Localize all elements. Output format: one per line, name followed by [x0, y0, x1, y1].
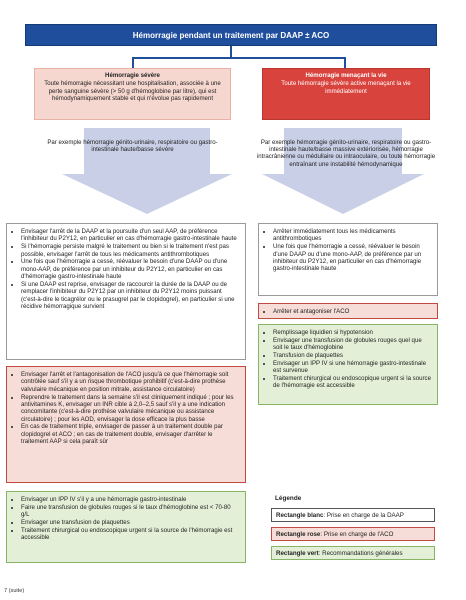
legend-row-pink	[271, 527, 435, 541]
legend-title: Légende	[275, 495, 302, 502]
right-general-item: • Envisager un IPP IV si une hémorragie gastro-intestinale est survenue	[273, 360, 431, 375]
left-general-recommendations-panel	[6, 491, 246, 563]
connector-horizontal	[132, 57, 346, 59]
left-aco-item: • Envisager l'arrêt et l'antagonisation de l'ACO jusqu'à ce que l'hémorragie soit contrôlée sauf s'il y a un risque thrombotique prohibitif (c'est-à-dire prothèse valvulaire mécanique en position mitrale, assistance circulatoire)	[21, 371, 239, 393]
legend-white-desc: : Prise en charge de la DAAP	[323, 511, 404, 519]
flowchart-title: Hémorragie pendant un traitement par DAAP ± ACO	[25, 24, 437, 46]
right-general-item: • Remplissage liquidien si hypotension	[273, 329, 431, 336]
right-general-item: • Envisager une transfusion de globules rouges quel que soit le taux d'hémoglobine	[273, 337, 431, 352]
legend-row-green	[271, 546, 435, 560]
right-aco-management-panel	[258, 303, 438, 319]
legend	[271, 491, 435, 573]
left-general-item: • Faire une transfusion de globules rouges si le taux d'hémoglobine est < 70-80 g/L	[21, 504, 239, 519]
right-daap-item: • Une fois que l'hémorragie a cessé, réévaluer le besoin d'une DAAP ou d'une mono-AAP, de préférence par un inhibiteur du P2Y12, en particulier en cas d'hémorragie gastro-intestinale haute	[273, 243, 431, 272]
life-threatening-bleeding-text: Toute hémorragie sévère active menaçant la vie immédiatement	[281, 80, 411, 95]
left-aco-item: • En cas de traitement triple, envisager de passer à un traitement double par clopidogrel et ACO ; en cas de traitement double, envisager d'arrêter le traitement AAP si cela paraît sûr	[21, 423, 239, 445]
left-aco-management-panel	[6, 366, 246, 483]
left-aco-item: • Reprendre le traitement dans la semaine s'il est cliniquement indiqué ; pour les antivitamines K, envisager un INR cible à 2,0–2,5 sauf s'il y a une indication concomitante (c'est-à-dire prothèse valvulaire mécanique ou assistance circulatoire) ; pour les AOD, envisager la dose efficace la plus basse	[21, 394, 239, 423]
severe-bleeding-box	[34, 68, 231, 120]
figure-footer: 7 (suite)	[4, 588, 25, 594]
legend-pink-desc: : Prise en charge de l'ACO	[320, 530, 394, 538]
left-daap-item: • Si l'hémorragie persiste malgré le traitement ou bien si le traitement n'est pas possible, envisager l'arrêt de tous les médicaments antithrombotiques	[21, 243, 239, 258]
life-threatening-examples-text: Par exemple hémorragie génito-urinaire, respiratoire ou gastro-intestinale haute/basse massive extériorisée, hémorragie intracrânienne ou médullaire ou intraoculaire, ou toute hémorragie entraînant une instabilité hémodynamique	[256, 139, 436, 168]
right-aco-item: • Arrêter et antagoniser l'ACO	[273, 308, 431, 315]
left-daap-item: • Si une DAAP est reprise, envisager de raccourcir la durée de la DAAP ou de remplacer l'inhibiteur du P2Y12 par un inhibiteur du P2Y12 moins puissant (c'est-à-dire le ticagrélor ou le prasugrel par le clopidogrel), en particulier si une récidive hémorragique survient	[21, 281, 239, 310]
life-threatening-bleeding-title: Hémorragie menaçant la vie	[305, 72, 387, 79]
legend-white-key: Rectangle blanc	[276, 511, 324, 519]
left-daap-item: • Une fois que l'hémorragie a cessé, réévaluer le besoin d'une DAAP ou d'une mono-AAP, de préférence par un inhibiteur du P2Y12, en particulier en cas d'hémorragie gastro-intestinale haute	[21, 258, 239, 280]
life-threatening-bleeding-box	[262, 68, 430, 120]
right-general-recommendations-panel	[258, 324, 438, 405]
connector-left-drop	[132, 57, 134, 68]
left-daap-management-panel	[6, 223, 246, 360]
right-daap-management-panel	[258, 223, 438, 296]
right-daap-item: • Arrêter immédiatement tous les médicaments antithrombotiques	[273, 228, 431, 243]
right-general-item: • Traitement chirurgical ou endoscopique urgent si la source de l'hémorragie est accessible	[273, 375, 431, 390]
left-daap-item: • Envisager l'arrêt de la DAAP et la poursuite d'un seul AAP, de préférence l'inhibiteur du P2Y12, en particulier en cas d'hémorragie gastro-intestinale haute	[21, 228, 239, 243]
severe-bleeding-text: Toute hémorragie nécessitant une hospitalisation, associée à une perte sanguine sévère (> 50 g d'hémoglobine par litre), qui est hémodynamiquement stable et qui n'évolue pas rapidement	[44, 80, 221, 103]
connector-right-drop	[344, 57, 346, 68]
legend-row-white	[271, 508, 435, 522]
right-general-item: • Transfusion de plaquettes	[273, 352, 431, 359]
severe-bleeding-title: Hémorragie sévère	[105, 72, 160, 79]
legend-green-desc: : Recommandations générales	[318, 549, 403, 557]
left-general-item: • Envisager une transfusion de plaquettes	[21, 519, 239, 526]
legend-pink-key: Rectangle rose	[276, 530, 321, 538]
legend-green-key: Rectangle vert	[276, 549, 319, 557]
severe-examples-text: Par exemple hémorragie génito-urinaire, respiratoire ou gastro-intestinale haute/basse sévère	[47, 139, 218, 154]
left-general-item: • Envisager un IPP IV s'il y a une hémorragie gastro-intestinale	[21, 496, 239, 503]
left-general-item: • Traitement chirurgical ou endoscopique urgent si la source de l'hémorragie est accessible	[21, 527, 239, 542]
